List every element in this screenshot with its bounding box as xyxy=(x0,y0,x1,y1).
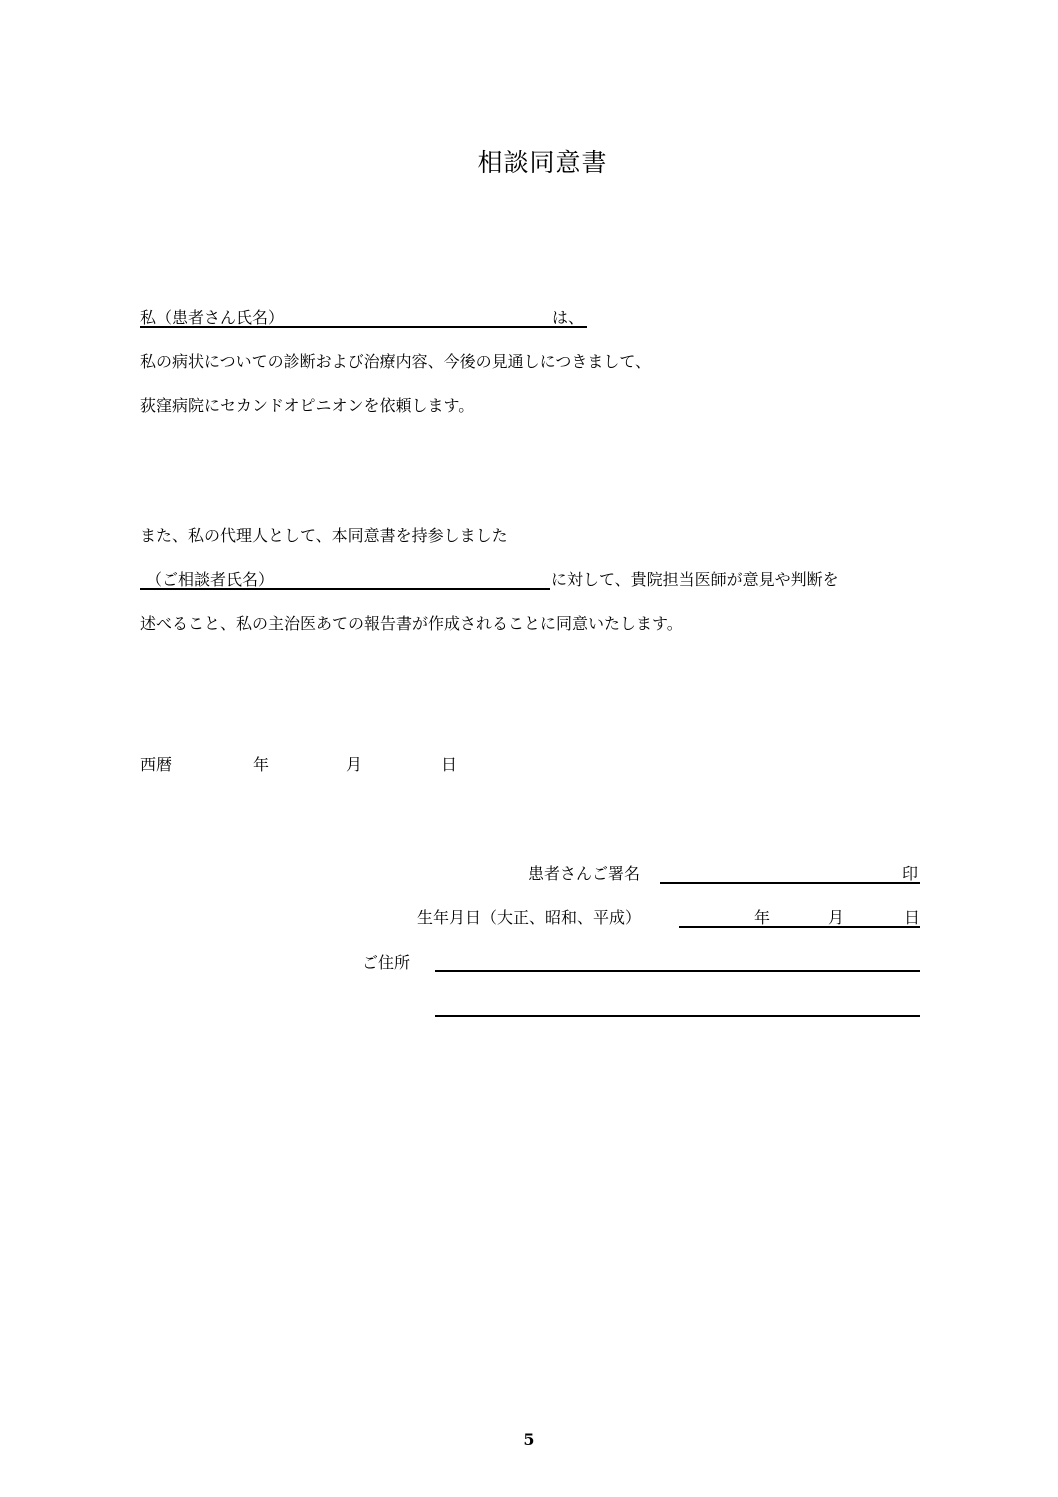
consultant-name-field[interactable] xyxy=(285,568,545,588)
patient-name-suffix: は、 xyxy=(552,308,585,327)
date-era-label: 西暦 xyxy=(140,755,173,774)
patient-signature-underline xyxy=(660,882,920,884)
page-number: 5 xyxy=(523,1430,535,1449)
address-line1-field[interactable] xyxy=(436,948,920,970)
birth-month-label: 月 xyxy=(828,908,845,927)
patient-signature-label: 患者さんご署名 xyxy=(528,864,641,883)
section2-line1: また、私の代理人として、本同意書を持参しました xyxy=(140,526,508,545)
date-day-label: 日 xyxy=(441,755,458,774)
section2-line2-suffix: に対して、貴院担当医師が意見や判断を xyxy=(551,570,839,589)
birth-day-label: 日 xyxy=(904,908,921,927)
document-title: 相談同意書 xyxy=(477,148,608,177)
consultant-name-underline xyxy=(140,588,550,590)
section2-line3: 述べること、私の主治医あての報告書が作成されることに同意いたします。 xyxy=(140,614,683,633)
seal-label: 印 xyxy=(902,864,919,883)
address-line2-field[interactable] xyxy=(436,993,920,1015)
birth-day-field[interactable] xyxy=(850,906,900,926)
patient-name-field[interactable] xyxy=(300,306,540,326)
patient-name-label xyxy=(140,308,284,328)
birthdate-underline xyxy=(679,926,920,928)
consultant-name-label: （ご相談者氏名） xyxy=(146,570,275,589)
birth-month-field[interactable] xyxy=(776,906,826,926)
date-month-field[interactable] xyxy=(280,752,340,774)
address-line1-underline xyxy=(435,970,920,972)
date-year-field[interactable] xyxy=(190,752,250,774)
birthdate-label: 生年月日（大正、昭和、平成） xyxy=(417,908,642,927)
birth-year-field[interactable] xyxy=(680,906,750,926)
birth-year-label: 年 xyxy=(754,908,771,927)
date-month-label: 月 xyxy=(346,755,363,774)
address-label: ご住所 xyxy=(362,953,411,972)
section1-line2: 私の病状についての診断および治療内容、今後の見通しにつきまして、 xyxy=(140,352,652,371)
date-day-field[interactable] xyxy=(372,752,436,774)
address-line2-underline xyxy=(435,1015,920,1017)
date-year-label: 年 xyxy=(253,755,270,774)
patient-signature-field[interactable] xyxy=(662,862,897,882)
patient-name-label-text: 私（患者さん氏名） xyxy=(140,308,285,327)
patient-name-underline xyxy=(140,326,587,328)
section1-line3: 荻窪病院にセカンドオピニオンを依頼します。 xyxy=(140,396,475,415)
